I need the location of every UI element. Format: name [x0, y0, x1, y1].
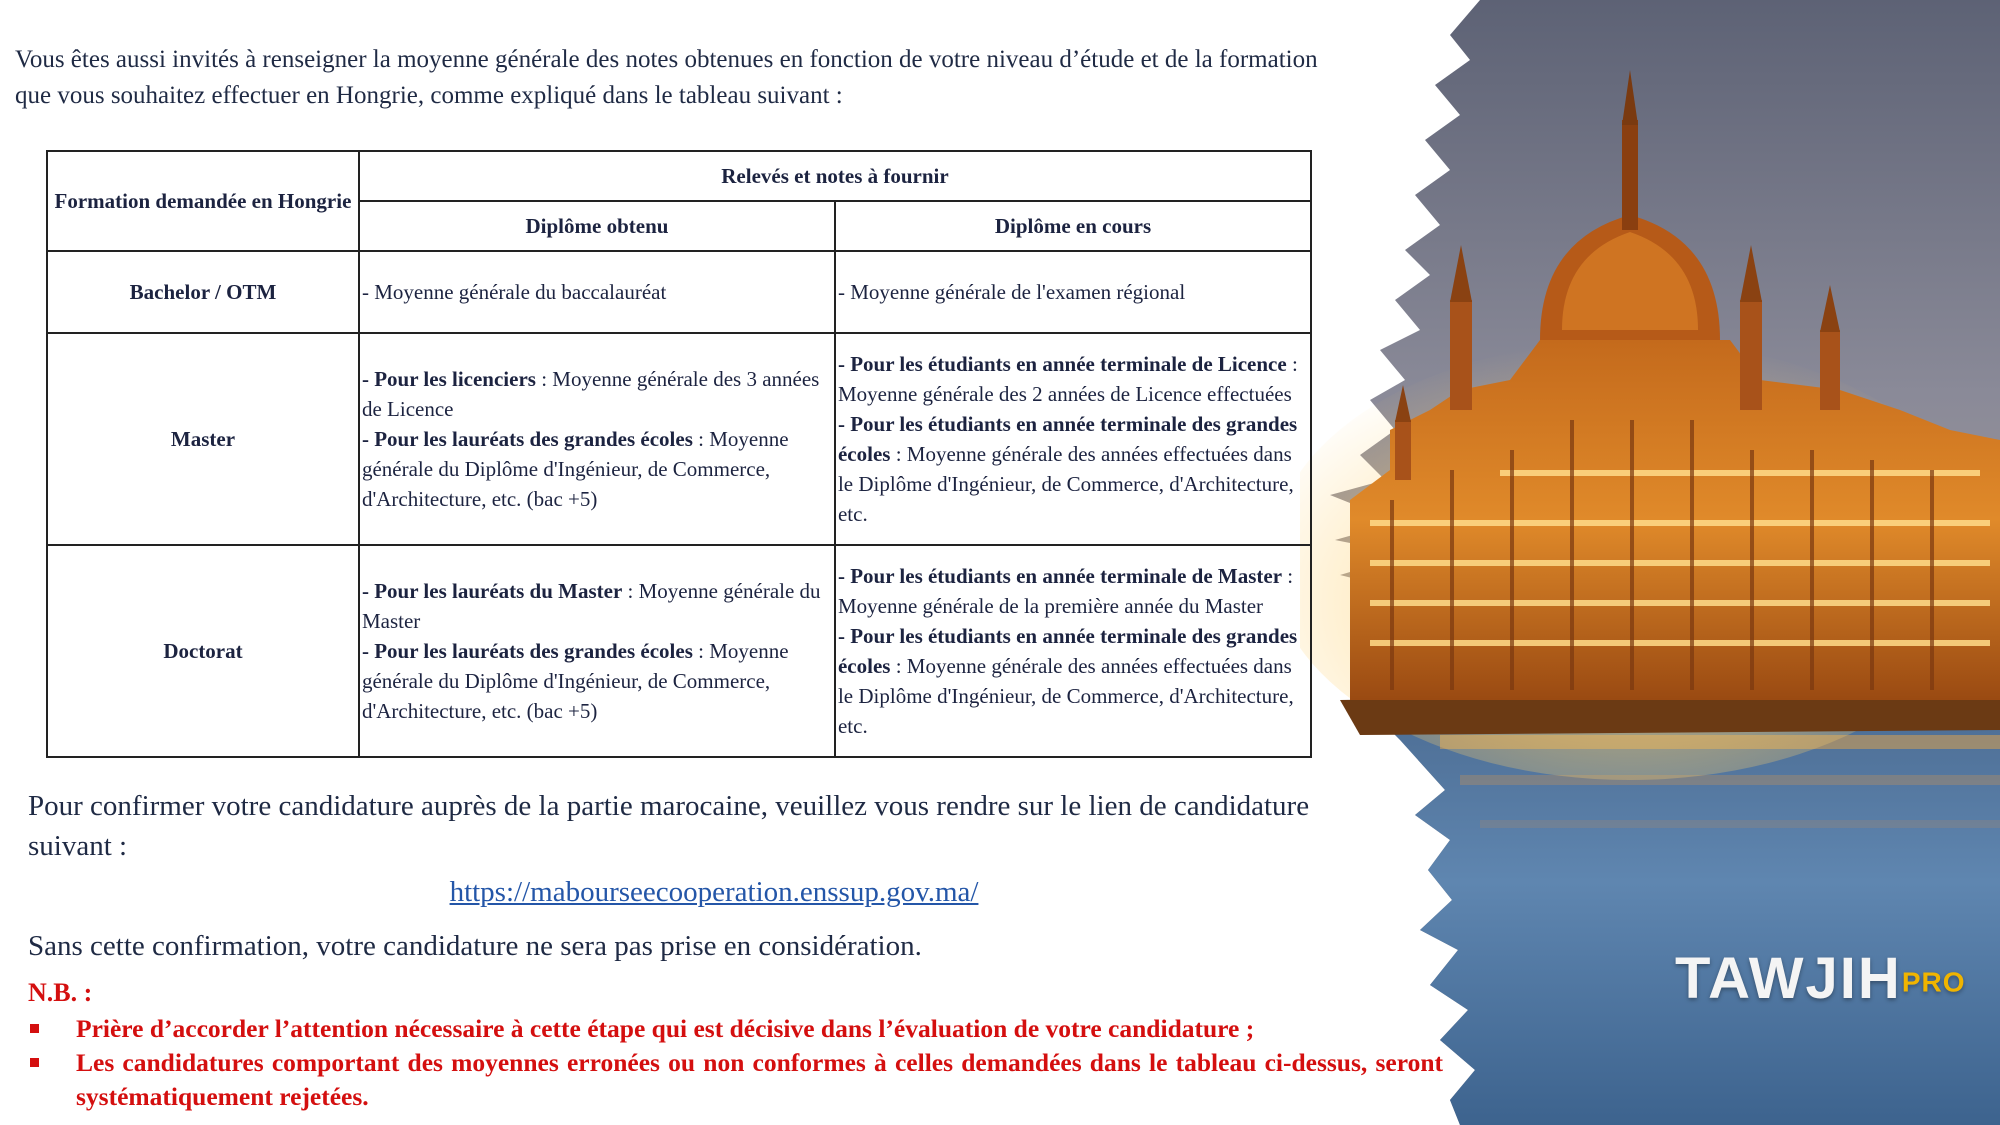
intro-paragraph: Vous êtes aussi invités à renseigner la moyenne générale des notes obtenues en fonction de votre niveau d’étude et de la formation que vous souhaitez effectuer en Hongrie, comme expliqué dans le tableau suivant :: [15, 46, 1318, 109]
row-formation: Master: [47, 333, 359, 545]
header-diplome-en-cours: Diplôme en cours: [835, 201, 1311, 251]
application-link[interactable]: https://mabourseecooperation.enssup.gov.ma/: [449, 876, 979, 908]
square-bullet-icon: [30, 1024, 39, 1033]
cell-en-cours: - Pour les étudiants en année terminale de Licence : Moyenne générale des 2 années de Licence effectuées - Pour les étudiants en année terminale des grandes écoles : Moyenne générale des années effectuées dans le Diplôme d'Ingénieur, de Commerce, d'Architecture, etc.: [835, 333, 1311, 545]
list-item: Prière d’accorder l’attention nécessaire à cette étape qui est décisive dans l’évaluation de votre candidature ;: [28, 1012, 1443, 1046]
warning-sentence: Sans cette confirmation, votre candidature ne sera pas prise en considération.: [28, 930, 922, 962]
list-item: Les candidatures comportant des moyennes erronées ou non conformes à celles demandées dans le tableau ci-dessus, seront systématiquement rejetées.: [28, 1046, 1443, 1114]
nb-list: [28, 1012, 1443, 1114]
tawjih-pro-logo: TAWJIHPRO: [1675, 946, 1966, 1011]
table-row: [47, 251, 1311, 333]
table-row: [47, 545, 1311, 757]
confirm-paragraph: Pour confirmer votre candidature auprès de la partie marocaine, veuillez vous rendre sur le lien de candidature suivant :: [28, 790, 1310, 862]
cell-obtenu: - Pour les licenciers : Moyenne générale des 3 années de Licence - Pour les lauréats des grandes écoles : Moyenne générale du Diplôme d'Ingénieur, de Commerce, d'Architecture, etc. (bac +5): [359, 333, 835, 545]
cell-en-cours: - Pour les étudiants en année terminale de Master : Moyenne générale de la première année du Master - Pour les étudiants en année terminale des grandes écoles : Moyenne générale des années effectuées dans le Diplôme d'Ingénieur, de Commerce, d'Architecture, etc.: [835, 545, 1311, 757]
row-formation: Bachelor / OTM: [47, 251, 359, 333]
square-bullet-icon: [30, 1058, 39, 1067]
header-formation: Formation demandée en Hongrie: [47, 151, 359, 251]
table-row: [47, 333, 1311, 545]
nb-title: N.B. :: [28, 978, 93, 1007]
cell-en-cours: - Moyenne générale de l'examen régional: [835, 251, 1311, 333]
grades-table: [46, 150, 1312, 758]
cell-obtenu: - Pour les lauréats du Master : Moyenne générale du Master - Pour les lauréats des grandes écoles : Moyenne générale du Diplôme d'Ingénieur, de Commerce, d'Architecture, etc. (bac +5): [359, 545, 835, 757]
header-releves: Relevés et notes à fournir: [359, 151, 1311, 201]
header-diplome-obtenu: Diplôme obtenu: [359, 201, 835, 251]
cell-obtenu: - Moyenne générale du baccalauréat: [359, 251, 835, 333]
row-formation: Doctorat: [47, 545, 359, 757]
